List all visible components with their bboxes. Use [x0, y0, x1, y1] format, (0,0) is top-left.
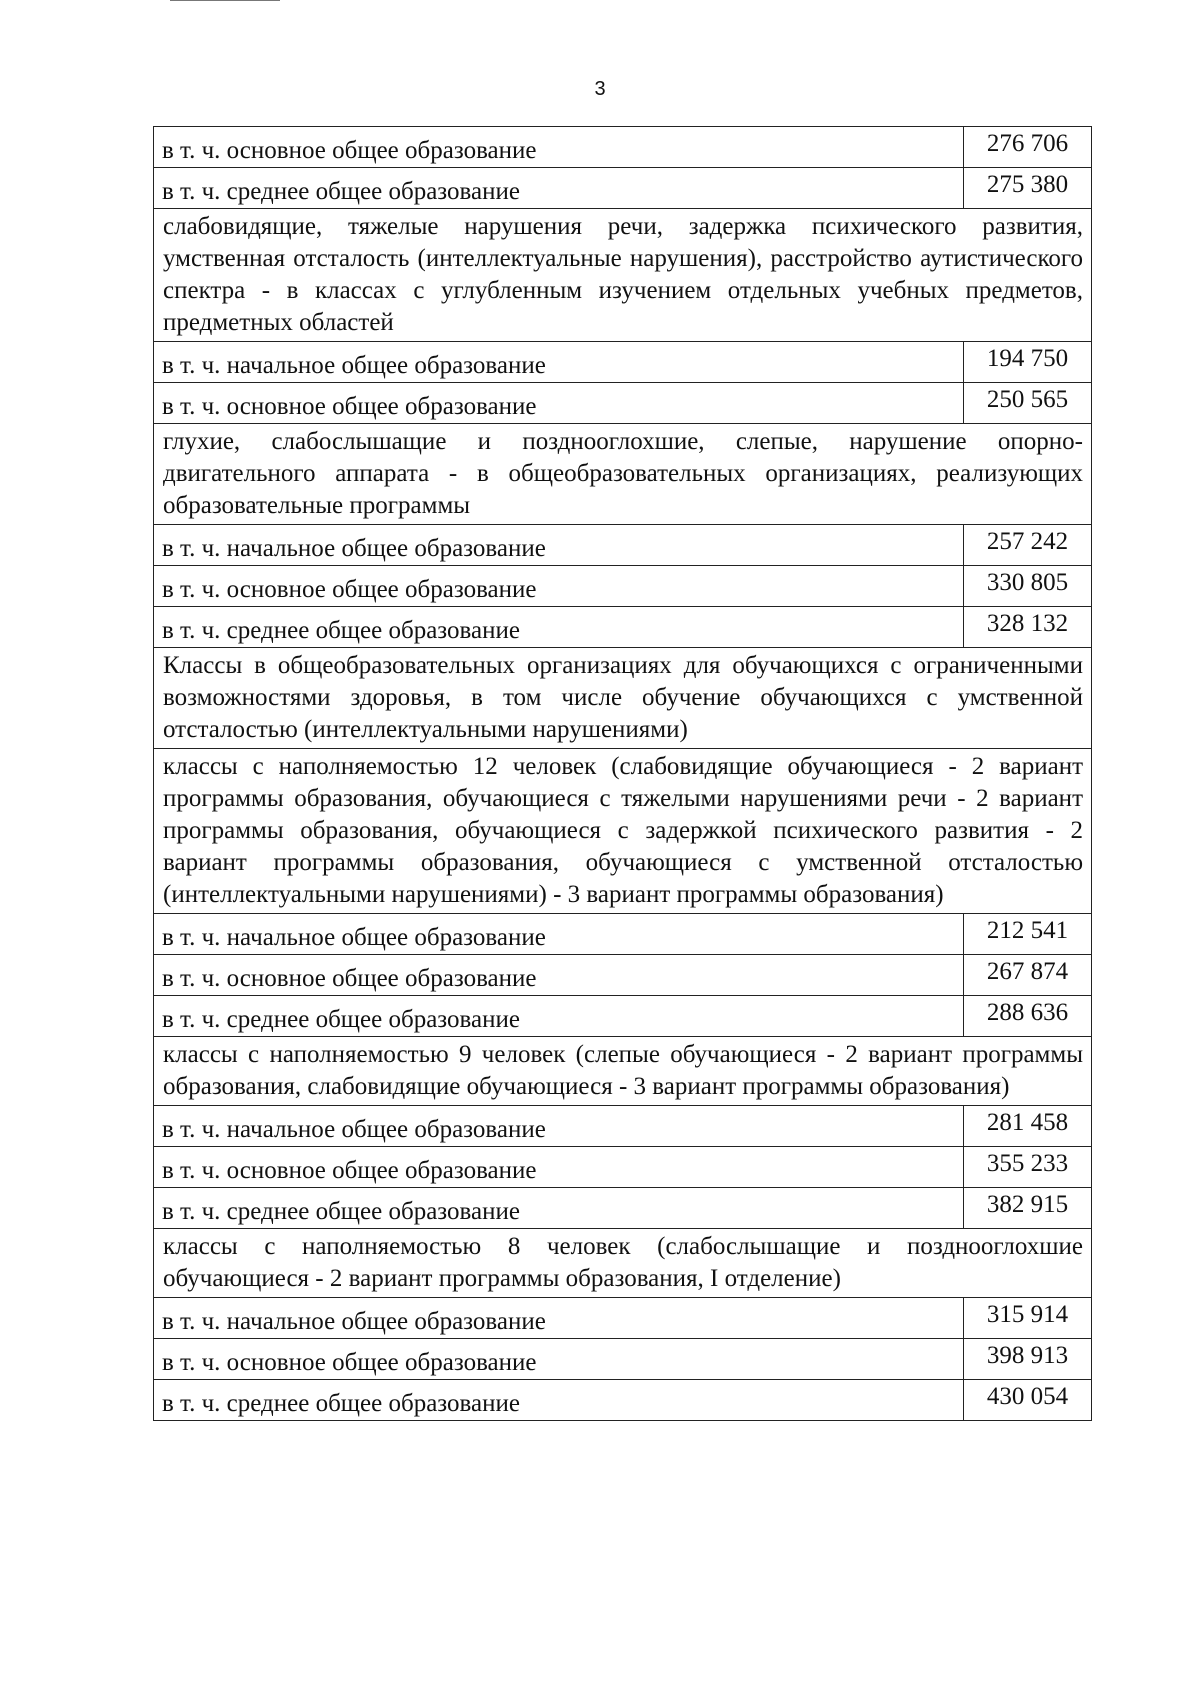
table-body [154, 127, 1092, 1421]
row-label: в т. ч. основное общее образование [154, 1147, 964, 1188]
table-section-row [154, 209, 1092, 342]
table-section-row [154, 749, 1092, 914]
section-heading: Классы в общеобразовательных организациях для обучающихся с ограниченными возможностями здоровья, в том числе обучение обучающихся с умственной отсталостью (интеллектуальными нарушениями) [154, 648, 1092, 749]
row-value: 430 054 [964, 1380, 1092, 1421]
table-section-row [154, 1037, 1092, 1106]
table-row [154, 127, 1092, 168]
row-label: в т. ч. начальное общее образование [154, 1106, 964, 1147]
row-value: 276 706 [964, 127, 1092, 168]
row-value: 330 805 [964, 566, 1092, 607]
table-row [154, 1298, 1092, 1339]
funding-table [153, 126, 1092, 1421]
table-section-row [154, 648, 1092, 749]
row-value: 328 132 [964, 607, 1092, 648]
row-label: в т. ч. основное общее образование [154, 566, 964, 607]
row-label: в т. ч. начальное общее образование [154, 342, 964, 383]
row-value: 257 242 [964, 525, 1092, 566]
row-label: в т. ч. среднее общее образование [154, 168, 964, 209]
row-label: в т. ч. основное общее образование [154, 383, 964, 424]
table-row [154, 914, 1092, 955]
section-heading: глухие, слабослышащие и позднооглохшие, слепые, нарушение опорно-двигательного аппарата - в общеобразовательных организациях, реализующих образовательные программы [154, 424, 1092, 525]
table-row [154, 525, 1092, 566]
row-label: в т. ч. начальное общее образование [154, 914, 964, 955]
table-row [154, 566, 1092, 607]
row-label: в т. ч. среднее общее образование [154, 1188, 964, 1229]
row-value: 212 541 [964, 914, 1092, 955]
table-row [154, 1380, 1092, 1421]
scan-edge-line [170, 0, 280, 1]
row-value: 250 565 [964, 383, 1092, 424]
table-row [154, 955, 1092, 996]
row-label: в т. ч. основное общее образование [154, 955, 964, 996]
row-label: в т. ч. среднее общее образование [154, 1380, 964, 1421]
section-heading: слабовидящие, тяжелые нарушения речи, задержка психического развития, умственная отсталость (интеллектуальные нарушения), расстройство аутистического спектра - в классах с углубленным изучением отдельных учебных предметов, предметных областей [154, 209, 1092, 342]
row-value: 288 636 [964, 996, 1092, 1037]
page-number: 3 [594, 78, 606, 100]
table-section-row [154, 1229, 1092, 1298]
row-value: 382 915 [964, 1188, 1092, 1229]
section-heading: классы с наполняемостью 8 человек (слабослышащие и позднооглохшие обучающиеся - 2 вариант программы образования, I отделение) [154, 1229, 1092, 1298]
table-row [154, 1188, 1092, 1229]
table-section-row [154, 424, 1092, 525]
row-value: 194 750 [964, 342, 1092, 383]
row-label: в т. ч. основное общее образование [154, 1339, 964, 1380]
table-row [154, 342, 1092, 383]
row-label: в т. ч. основное общее образование [154, 127, 964, 168]
table-row [154, 1106, 1092, 1147]
row-label: в т. ч. начальное общее образование [154, 1298, 964, 1339]
table-row [154, 168, 1092, 209]
row-value: 275 380 [964, 168, 1092, 209]
table-row [154, 996, 1092, 1037]
section-heading: классы с наполняемостью 12 человек (слабовидящие обучающиеся - 2 вариант программы образования, обучающиеся с тяжелыми нарушениями речи - 2 вариант программы образования, обучающиеся с задержкой психического развития - 2 вариант программы образования, обучающиеся с умственной отсталостью (интеллектуальными нарушениями) - 3 вариант программы образования) [154, 749, 1092, 914]
row-label: в т. ч. начальное общее образование [154, 525, 964, 566]
row-value: 281 458 [964, 1106, 1092, 1147]
table-row [154, 1147, 1092, 1188]
row-value: 398 913 [964, 1339, 1092, 1380]
table-row [154, 383, 1092, 424]
row-value: 355 233 [964, 1147, 1092, 1188]
row-value: 267 874 [964, 955, 1092, 996]
row-label: в т. ч. среднее общее образование [154, 607, 964, 648]
row-label: в т. ч. среднее общее образование [154, 996, 964, 1037]
section-heading: классы с наполняемостью 9 человек (слепые обучающиеся - 2 вариант программы образования, слабовидящие обучающиеся - 3 вариант программы образования) [154, 1037, 1092, 1106]
table-row [154, 1339, 1092, 1380]
row-value: 315 914 [964, 1298, 1092, 1339]
table-row [154, 607, 1092, 648]
